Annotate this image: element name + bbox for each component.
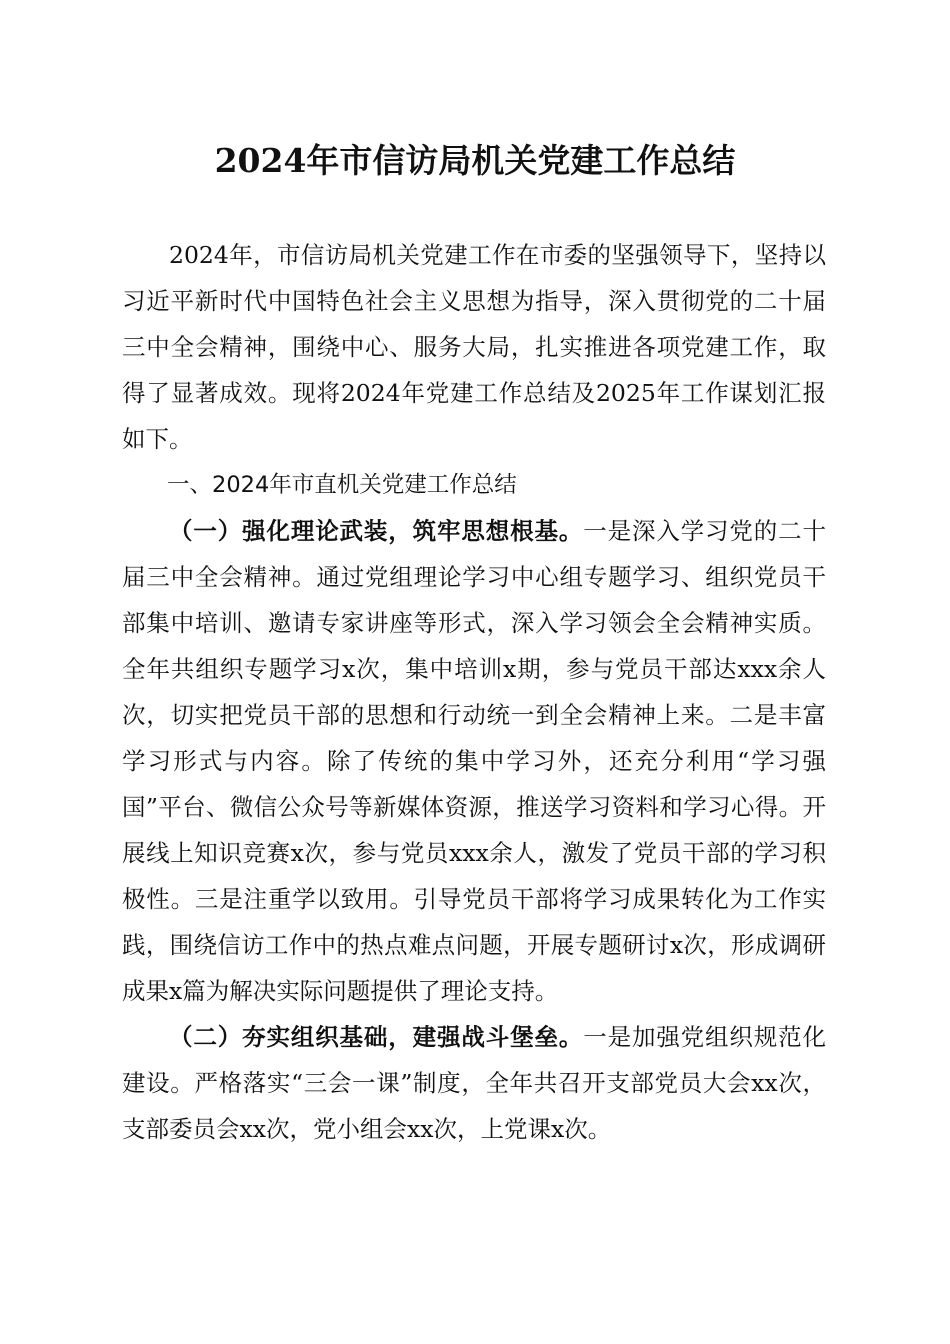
document-title: 2024年市信访局机关党建工作总结 bbox=[214, 141, 736, 180]
subsection-1-lead: （一）强化理论武装，筑牢思想根基。 bbox=[169, 517, 584, 545]
subsection-1-text: 一是深入学习党的二十届三中全会精神。通过党组理论学习中心组专题学习、组织党员干部集中培训、邀请专家讲座等形式，深入学习领会全会精神实质。全年共组织专题学习x次，集中培训x期，参与党员干部达xxx余人次，切实把党员干部的思想和行动统一到全会精神上来。二是丰富学习形式与内容。除了传统的集中学习外，还充分利用“学习强国”平台、微信公众号等新媒体资源，推送学习资料和学习心得。开展线上知识竞赛x次，参与党员xxx余人，激发了党员干部的学习积极性。三是注重学以致用。引导党员干部将学习成果转化为工作实践，围绕信访工作中的热点难点问题，开展专题研讨x次，形成调研成果x篇为解决实际问题提供了理论支持。 bbox=[122, 517, 827, 1005]
document-body bbox=[122, 232, 826, 1152]
section-heading-1: 一、2024年市直机关党建工作总结 bbox=[167, 472, 517, 498]
subsection-2-text: 一是加强党组织规范化建设。严格落实“三会一课”制度，全年共召开支部党员大会xx次，支部委员会xx次，党小组会xx次，上党课x次。 bbox=[122, 1023, 827, 1143]
subsection-2-paragraph bbox=[122, 1014, 826, 1152]
intro-paragraph: 2024年，市信访局机关党建工作在市委的坚强领导下，坚持以习近平新时代中国特色社会主义思想为指导，深入贯彻党的二十届三中全会精神，围绕中心、服务大局，扎实推进各项党建工作，取得了显著成效。现将2024年党建工作总结及2025年工作谋划汇报如下。 bbox=[122, 241, 826, 453]
subsection-2-lead: （二）夯实组织基础，建强战斗堡垒。 bbox=[169, 1023, 584, 1051]
subsection-1-paragraph bbox=[122, 508, 826, 1014]
